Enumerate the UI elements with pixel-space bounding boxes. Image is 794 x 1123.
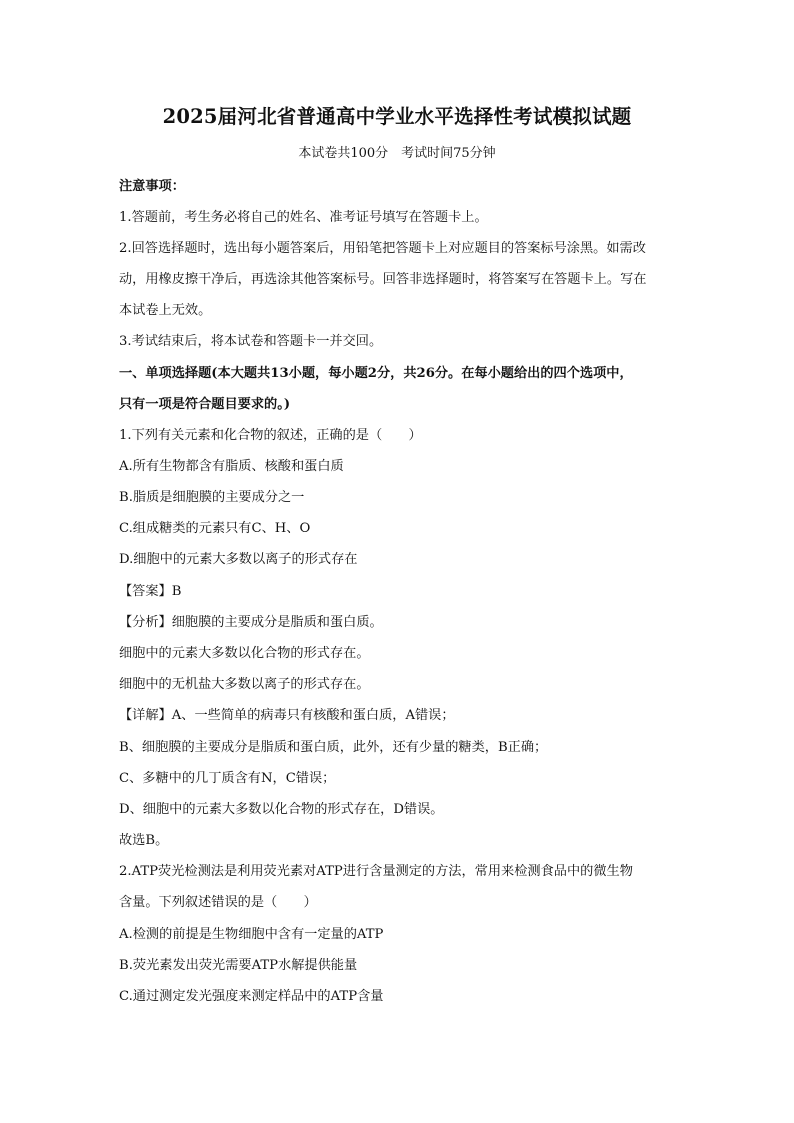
question-1-analysis-2: 细胞中的元素大多数以化合物的形式存在。 [119, 646, 370, 661]
section-heading-line-1: 一、单项选择题(本大题共13小题，每小题2分，共26分。在每小题给出的四个选项中， [119, 366, 633, 381]
section-heading-line-2: 只有一项是符合题目要求的。) [119, 397, 291, 412]
document-title: 2025届河北省普通高中学业水平选择性考试模拟试题 [162, 105, 632, 128]
question-2-option-a: A.检测的前提是生物细胞中含有一定量的ATP [119, 927, 384, 942]
question-1-detail-a: 【详解】A、一些简单的病毒只有核酸和蛋白质，A错误； [119, 708, 455, 723]
question-1-conclusion: 故选B。 [119, 833, 169, 848]
question-1-detail-b: B、细胞膜的主要成分是脂质和蛋白质，此外，还有少量的糖类，B正确； [119, 740, 548, 755]
question-1-stem: 1.下列有关元素和化合物的叙述，正确的是（ ） [119, 428, 422, 443]
question-1-option-a: A.所有生物都含有脂质、核酸和蛋白质 [119, 459, 344, 474]
notice-item-3: 3.考试结束后，将本试卷和答题卡一并交回。 [119, 334, 383, 349]
question-1-option-d: D.细胞中的元素大多数以离子的形式存在 [119, 552, 358, 567]
notice-item-2-line-1: 2.回答选择题时，选出每小题答案后，用铅笔把答题卡上对应题目的答案标号涂黑。如需改 [119, 241, 646, 256]
document-subtitle: 本试卷共100分 考试时间75分钟 [298, 146, 496, 161]
question-2-option-c: C.通过测定发光强度来测定样品中的ATP含量 [119, 989, 384, 1004]
question-1-analysis-3: 细胞中的无机盐大多数以离子的形式存在。 [119, 677, 370, 692]
question-1-detail-c: C、多糖中的几丁质含有N，C错误； [119, 771, 336, 786]
notice-item-1: 1.答题前，考生务必将自己的姓名、准考证号填写在答题卡上。 [119, 210, 488, 225]
question-2-stem-line-2: 含量。下列叙述错误的是（ ） [119, 895, 317, 910]
notice-item-2-line-2: 动，用橡皮擦干净后，再选涂其他答案标号。回答非选择题时，将答案写在答题卡上。写在 [119, 272, 647, 287]
question-1-analysis-1: 【分析】细胞膜的主要成分是脂质和蛋白质。 [119, 615, 383, 630]
question-2-stem-line-1: 2.ATP荧光检测法是利用荧光素对ATP进行含量测定的方法，常用来检测食品中的微生物 [119, 864, 633, 879]
question-1-answer: 【答案】B [119, 584, 182, 599]
question-1-option-c: C.组成糖类的元素只有C、H、O [119, 521, 311, 536]
question-2-option-b: B.荧光素发出荧光需要ATP水解提供能量 [119, 958, 358, 973]
notice-item-2-line-3: 本试卷上无效。 [119, 303, 212, 318]
question-1-option-b: B.脂质是细胞膜的主要成分之一 [119, 490, 305, 505]
question-1-detail-d: D、细胞中的元素大多数以化合物的形式存在，D错误。 [119, 802, 444, 817]
notice-heading: 注意事项： [119, 179, 185, 194]
